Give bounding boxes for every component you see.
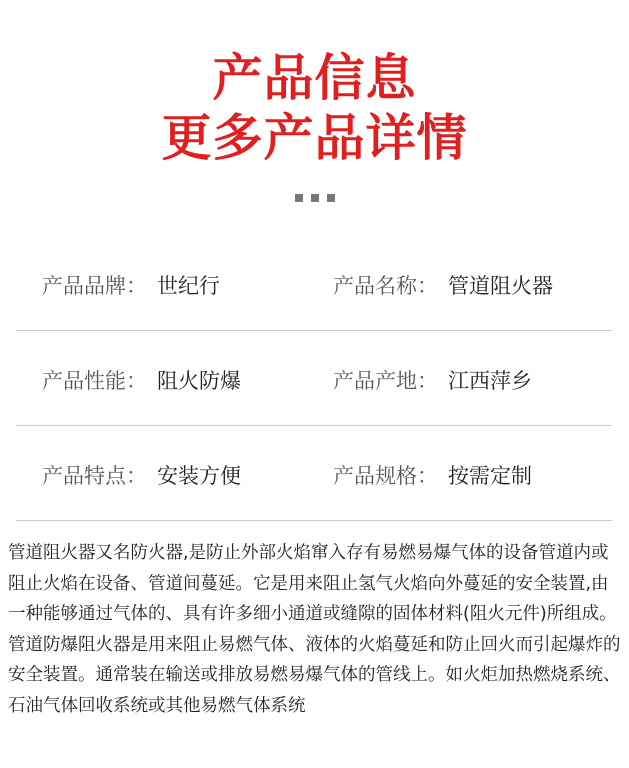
- spec-value: 世纪行: [157, 274, 220, 298]
- spec-value: 安装方便: [157, 464, 241, 488]
- dot-icon: [295, 194, 303, 202]
- spec-value: 江西萍乡: [448, 369, 532, 393]
- spec-name: [333, 272, 553, 300]
- dot-icon: [327, 194, 335, 202]
- spec-feature: [42, 462, 241, 490]
- spec-origin: [333, 367, 532, 395]
- spec-row: [16, 426, 612, 521]
- page-header: [0, 48, 629, 168]
- spec-value: 管道阻火器: [448, 274, 553, 298]
- page-title: 产品信息: [212, 49, 417, 107]
- spec-size: [333, 462, 532, 490]
- spec-label: 产品名称：: [333, 274, 438, 298]
- spec-label: 产品性能：: [42, 369, 147, 393]
- dot-icon: [311, 194, 319, 202]
- spec-label: 产品产地：: [333, 369, 438, 393]
- page-subtitle: 更多产品详情: [161, 109, 468, 167]
- spec-label: 产品特点：: [42, 464, 147, 488]
- spec-brand: [42, 272, 220, 300]
- divider-dots: [0, 194, 629, 202]
- product-description: 管道阻火器又名防火器,是防止外部火焰窜入存有易燃易爆气体的设备管道内或阻止火焰在设备、管道间蔓延。它是用来阻止氢气火焰向外蔓延的安全装置,由一种能够通过气体的、具有许多细小通道或缝隙的固体材料(阻火元件)所组成。管道防爆阻火器是用来阻止易燃气体、液体的火焰蔓延和防止回火而引起爆炸的安全装置。通常装在输送或排放易燃易爆气体的管线上。如火炬加热燃烧系统、石油气体回收系统或其他易燃气体系统: [8, 543, 621, 716]
- spec-value: 按需定制: [448, 464, 532, 488]
- spec-table: [16, 236, 612, 521]
- spec-performance: [42, 367, 241, 395]
- spec-row: [16, 236, 612, 331]
- spec-label: 产品规格：: [333, 464, 438, 488]
- spec-value: 阻火防爆: [157, 369, 241, 393]
- spec-row: [16, 331, 612, 426]
- spec-label: 产品品牌：: [42, 274, 147, 298]
